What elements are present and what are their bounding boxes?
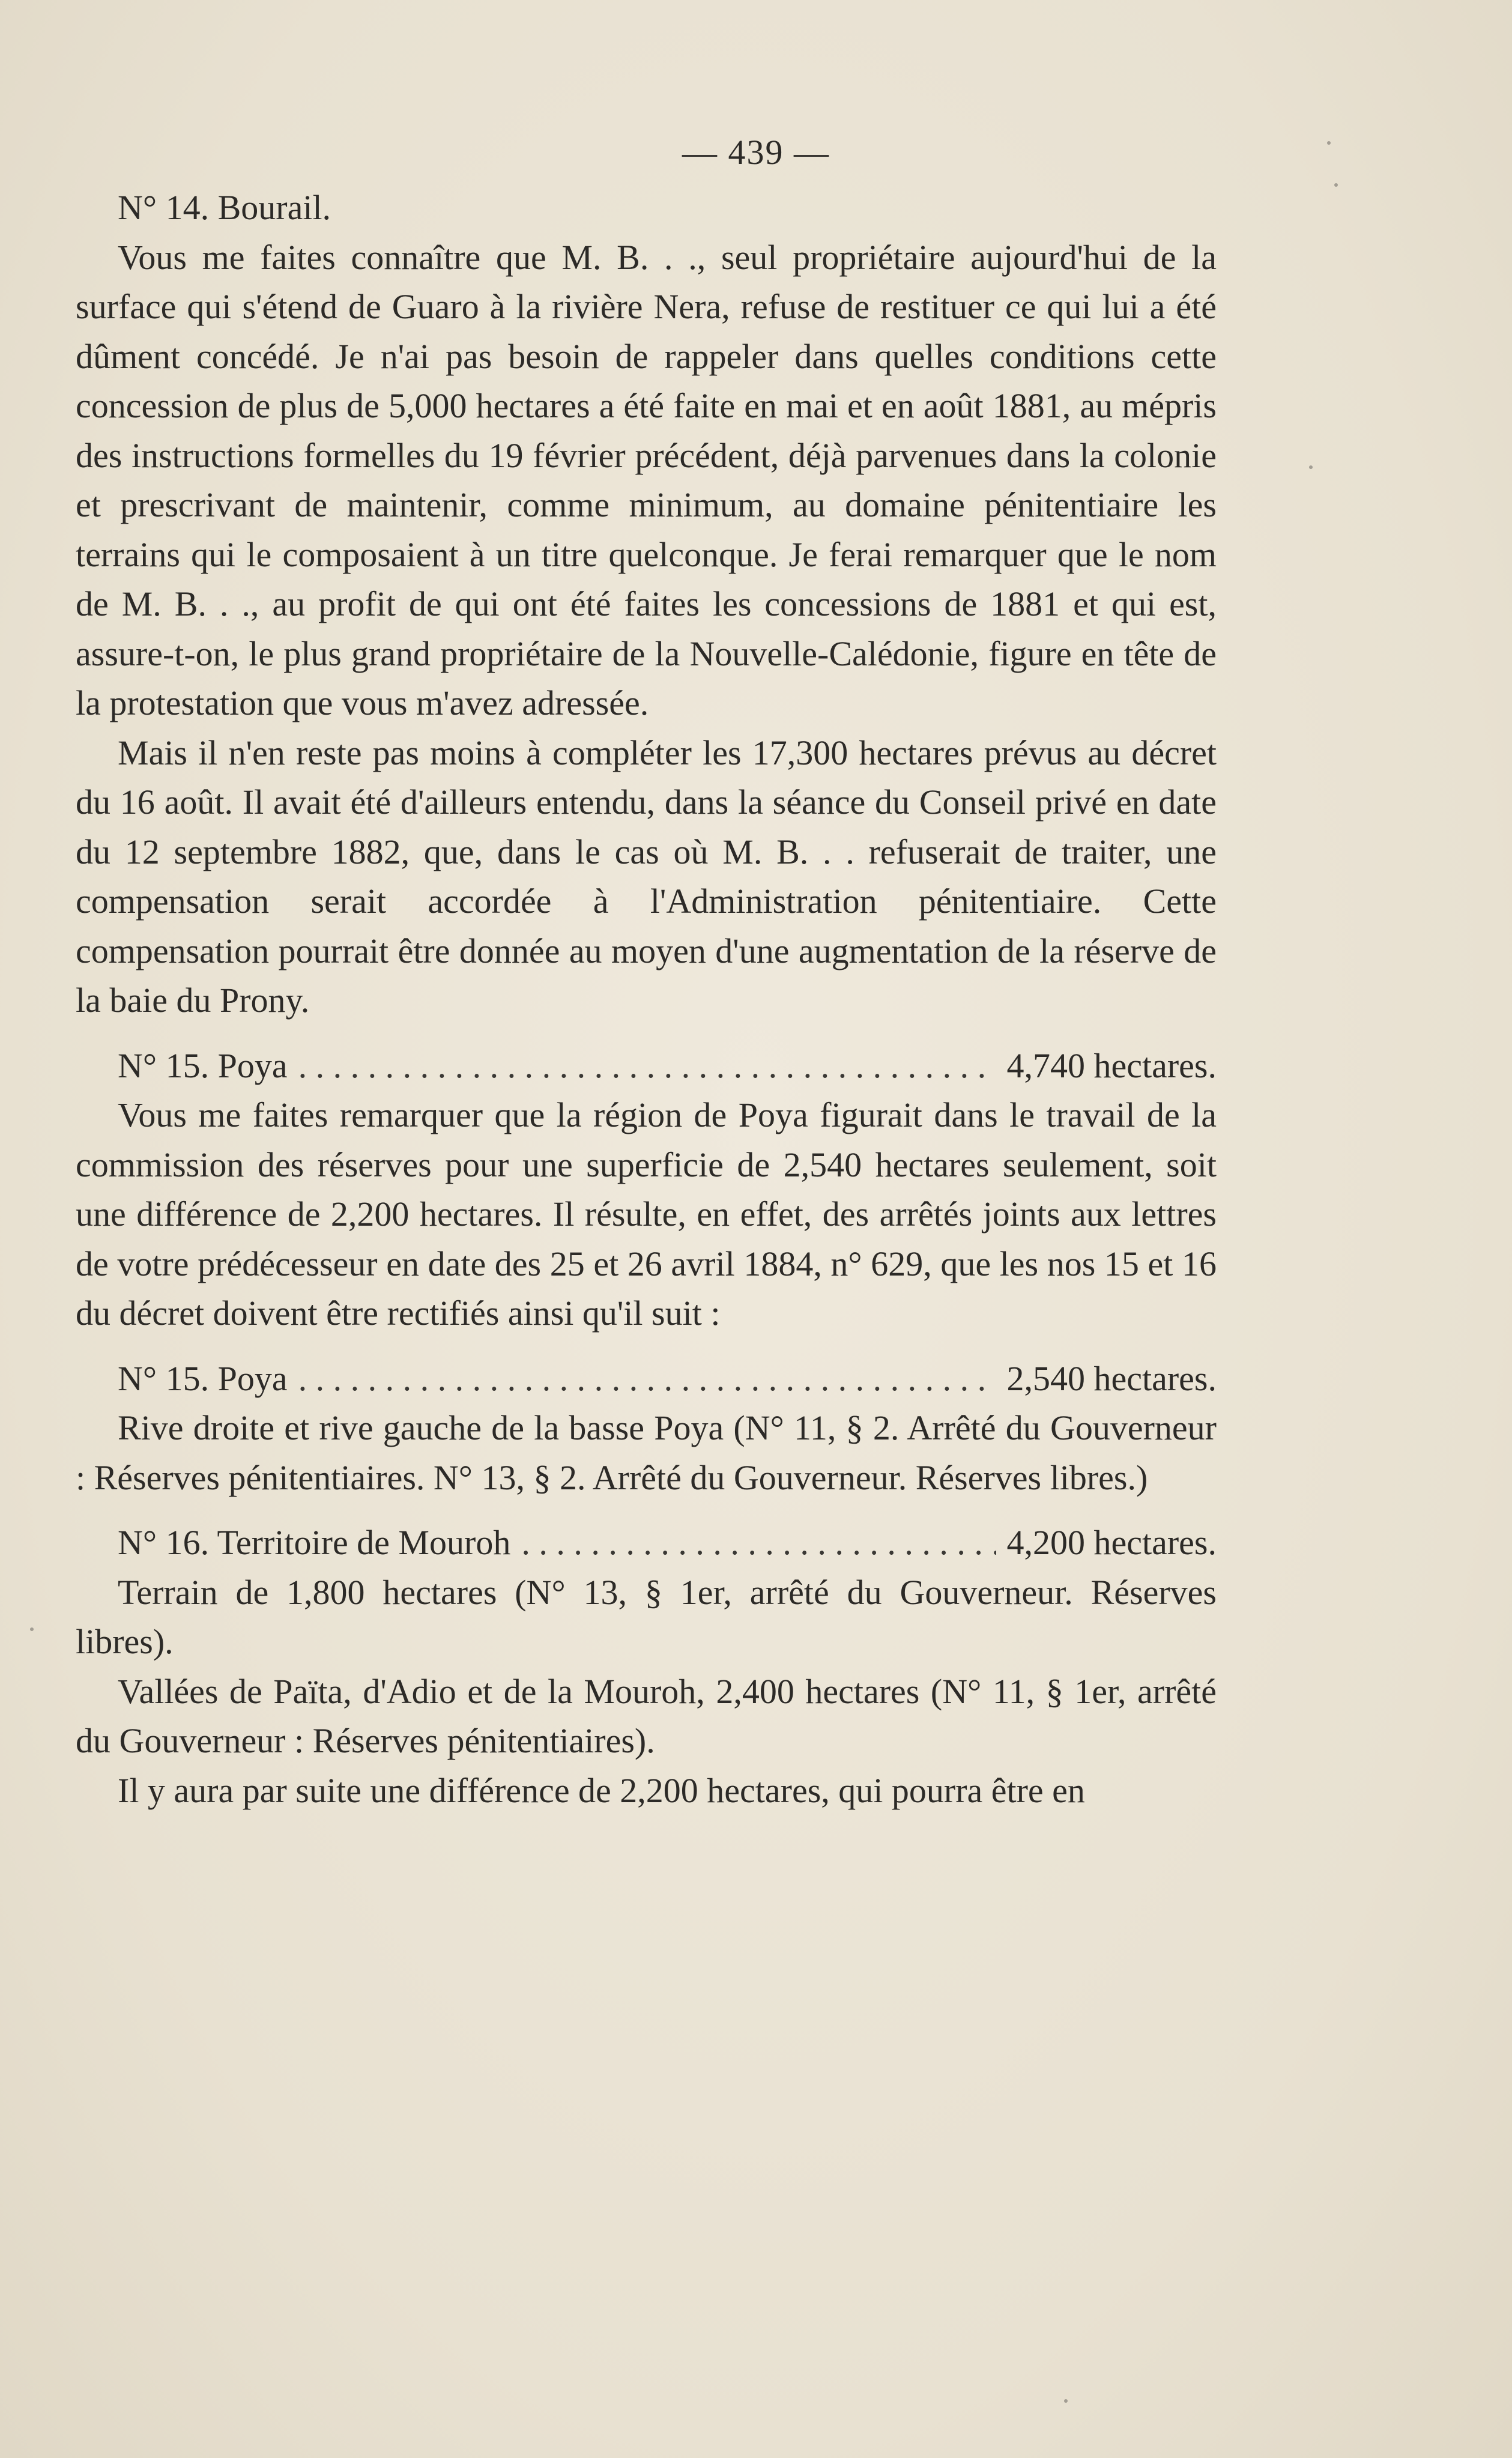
section-15-rectified-paragraph: Rive droite et rive gauche de la basse Poya (N° 11, § 2. Arrêté du Gouverneur : Réserves pénitentiaires. N° 13, § 2. Arrêté du Gouverneur. Réserves libres.) (76, 1408, 1217, 1497)
paper-speck (1334, 183, 1338, 187)
section-16-value: 4,200 hectares. (1006, 1523, 1217, 1562)
section-14-heading: N° 14. Bourail. (118, 188, 331, 227)
section-16-label: N° 16. Territoire de Mouroh (118, 1523, 511, 1562)
section-14-paragraph-2: Mais il n'en reste pas moins à compléter les 17,300 hectares prévus au décret du 16 août. Il avait été d'ailleurs entendu, dans la séance du Conseil privé en date du 12 septembre 1882, que, dans le cas où M. B. . . refuserait de traiter, une compensation serait accordée à l'Administration pénitentiaire. Cette compensation pourrait être donnée au moyen d'une augmentation de la réserve de la baie du Prony. (76, 733, 1217, 1020)
dot-leader (298, 1354, 996, 1404)
section-15-entry (76, 1041, 1217, 1091)
page-body (76, 183, 1217, 1815)
section-16-paragraph-3: Il y aura par suite une différence de 2,200 hectares, qui pourra être en (118, 1770, 1085, 1810)
dot-leader (298, 1041, 996, 1091)
section-14-paragraph-1: Vous me faites connaître que M. B. . ., seul propriétaire aujourd'hui de la surface qui s'étend de Guaro à la rivière Nera, refuse de restituer ce qui lui a été dûment concédé. Je n'ai pas besoin de rappeler dans quelles conditions cette concession de plus de 5,000 hectares a été faite en mai et en août 1881, au mépris des instructions formelles du 19 février précédent, déjà parvenues dans la colonie et prescrivant de maintenir, comme minimum, au domaine pénitentiaire les terrains qui le composaient à un titre quelconque. Je ferai remarquer que le nom de M. B. . ., au profit de qui ont été faites les concessions de 1881 et qui est, assure-t-on, le plus grand propriétaire de la Nouvelle-Calédonie, figure en tête de la protestation que vous m'avez adressée. (76, 237, 1217, 722)
section-15-paragraph: Vous me faites remarquer que la région de Poya figurait dans le travail de la commission des réserves pour une superficie de 2,540 hectares seulement, soit une différence de 2,200 hectares. Il résulte, en effet, des arrêtés joints aux lettres de votre prédécesseur en date des 25 et 26 avril 1884, n° 629, que les nos 15 et 16 du décret doivent être rectifiés ainsi qu'il suit : (76, 1095, 1217, 1333)
section-15-value: 4,740 hectares. (1006, 1046, 1217, 1085)
section-16-paragraph-2: Vallées de Païta, d'Adio et de la Mouroh, 2,400 hectares (N° 11, § 1er, arrêté du Gouverneur : Réserves pénitentiaires). (76, 1671, 1217, 1760)
dot-leader (521, 1518, 996, 1568)
section-15-rectified-value: 2,540 hectares. (1006, 1358, 1217, 1398)
paper-speck (1309, 465, 1313, 469)
page-number: — 439 — (682, 133, 830, 172)
paper-speck (1327, 141, 1331, 145)
section-15-rectified-entry (76, 1354, 1217, 1404)
section-15-rectified-label: N° 15. Poya (118, 1358, 288, 1398)
section-15-label: N° 15. Poya (118, 1046, 288, 1085)
paper-speck (30, 1627, 34, 1631)
paper-speck (1064, 2399, 1068, 2403)
section-16-paragraph-1: Terrain de 1,800 hectares (N° 13, § 1er, arrêté du Gouverneur. Réserves libres). (76, 1572, 1217, 1661)
section-16-entry (76, 1518, 1217, 1568)
